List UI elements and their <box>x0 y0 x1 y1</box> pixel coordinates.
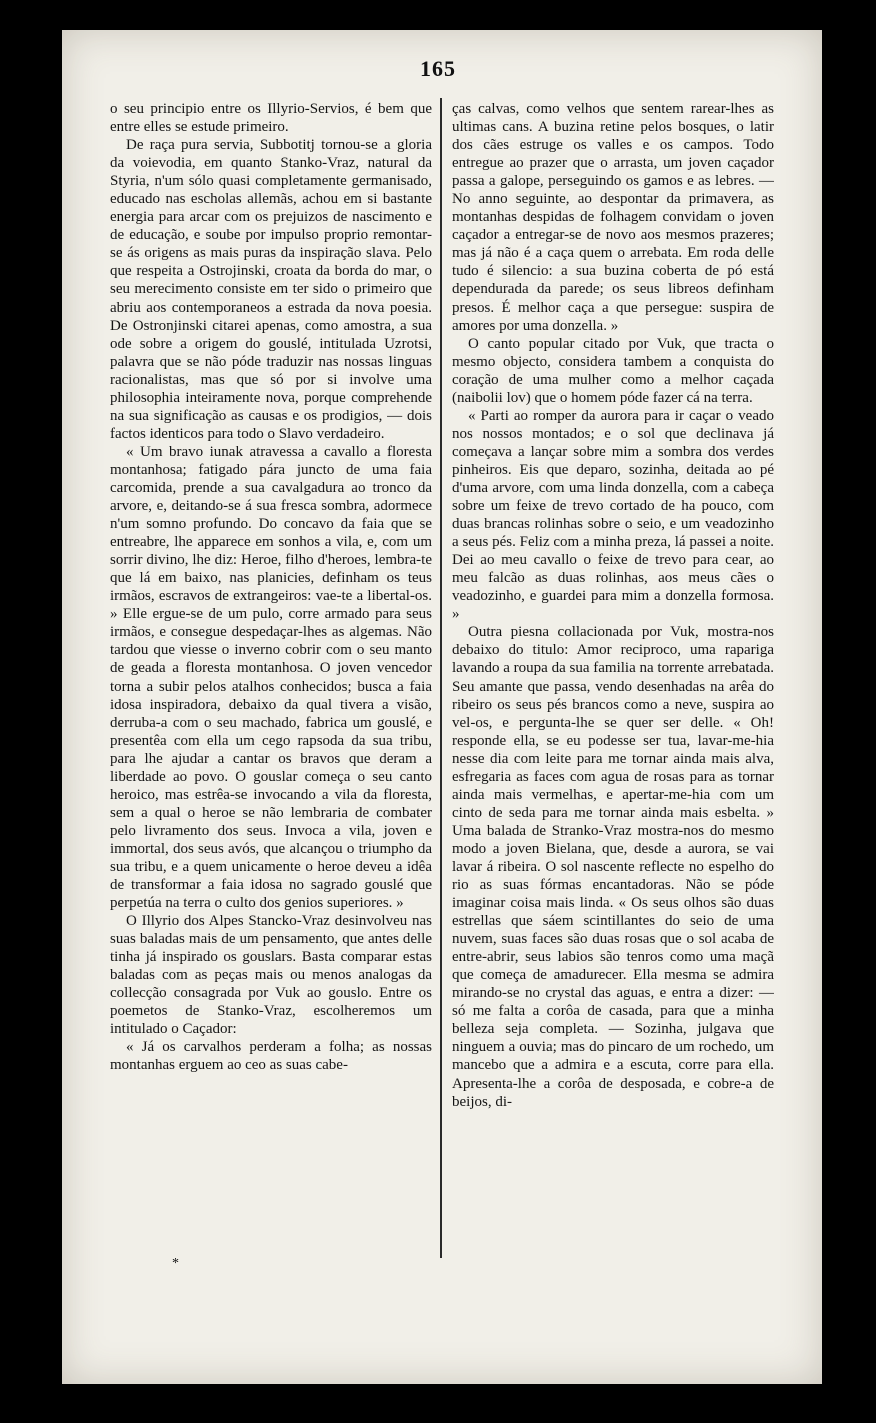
paragraph: o seu principio entre os Illyrio-Servios, é bem que entre elles se estude primeiro. <box>110 101 432 136</box>
paragraph: O canto popular citado por Vuk, que tracta o mesmo objecto, considera tambem a conquista do coração de uma mulher como a melhor caçada (naibolii lov) que o homem póde fazer cá na terra. <box>452 335 774 406</box>
left-column <box>110 100 432 1260</box>
page-number: 165 <box>420 56 456 81</box>
paragraph: De raça pura servia, Subbotitj tornou-se a gloria da voievodia, em quanto Stanko-Vraz, natural da Styria, n'um sólo quasi completamente germanisado, educado nas escholas allemãs, achou em si bastante energia para arcar com os prejuizos de nascimento e de educação, e soube por impulso proprio remontar-se ás origens as mais puras da inspiração slava. Pelo que respeita a Ostrojinski, croata da borda do mar, o seu merecimento consiste em ter sido o primeiro que abriu aos contemporaneos a estrada da nova poesia. De Ostronjinski citarei apenas, como amostra, a sua ode sobre a origem do gouslé, intitulada Uzrotsi, palavra que se não póde traduzir nas nossas linguas racionalistas, mas que só por si involve uma philosophia inteiramente nova, porque comprehende na sua significação as causas e os prodigios, — dois factos identicos para todo o Slavo verdadeiro. <box>110 137 432 442</box>
footer-asterisk: * <box>172 1256 179 1271</box>
paragraph: Outra piesna collacionada por Vuk, mostra-nos debaixo do titulo: Amor reciproco, uma rapariga lavando a roupa da sua familia na torrente arrebatada. Seu amante que passa, vendo desenhadas na arêa do ribeiro os seus pés brancos como a neve, suspira ao vel-os, e pergunta-lhe se quer ser delle. « Oh! responde ella, se eu podesse ser tua, lavar-me-hia nesse dia com leite para me tornar ainda mais alva, esfregaria as faces com agua de rosas para as tornar ainda mais vermelhas, e apertar-me-hia com um cinto de seda para me tornar ainda mais esbelta. » Uma balada de Stranko-Vraz mostra-nos do mesmo modo a joven Bielana, que, desde a aurora, se vai lavar á ribeira. O sol nascente reflecte no espelho do rio as suas fórmas encantadoras. Não se póde imaginar coisa mais linda. « Os seus olhos são duas estrellas que sáem scintillantes do seio de uma nuvem, suas faces são duas rosas que o sol acaba de entre-abrir, seus labios são tenros como uma maçã que começa de amadurecer. Ella mesma se admira mirando-se no crystal das aguas, e entra a dizer: — só me falta a corôa de casada, para que a minha belleza seja completa. — Sozinha, julgava que ninguem a ouvia; mas do pincaro de um rochedo, um mancebo que a admira e a escuta, corre para ella. Apresenta-lhe a corôa de desposada, e cobre-a de beijos, di- <box>452 624 774 1110</box>
paragraph: ças calvas, como velhos que sentem rarear-lhes as ultimas cans. A buzina retine pelos bosques, o latir dos cães estruge os valles e os campos. Todo entregue ao prazer que o arrasta, um joven caçador passa a galope, perseguindo os gamos e as lebres. — No anno seguinte, ao despontar da primavera, as montanhas despidas de folhagem convidam o joven caçador a entregar-se de novo aos mesmos prazeres; mas já não é a caça quem o arrebata. Em roda delle tudo é silencio: a sua buzina coberta de pó está dependurada da parede; os seus libreos definham presos. É melhor caça a que persegue: suspira de amores por uma donzella. » <box>452 101 774 334</box>
paragraph: O Illyrio dos Alpes Stancko-Vraz desinvolveu nas suas baladas mais de um pensamento, que antes delle tinha já inspirado os gouslars. Basta comparar estas baladas com as peças mais ou menos analogas da collecção consagrada por Vuk ao gouslo. Entre os poemetos de Stanko-Vraz, escolheremos um intitulado o Caçador: <box>110 913 432 1038</box>
paragraph: « Parti ao romper da aurora para ir caçar o veado nos nossos montados; e o sol que declinava já começava a lançar sobre mim a sombra dos verdes pinheiros. Eis que deparo, sozinha, deitada ao pé d'uma arvore, com uma linda donzella, com a cabeça sobre um feixe de trevo cortado de ha pouco, com duas brancas rolinhas sobre o seio, e um veadozinho a seus pés. Feliz com a minha preza, lá passei a noite. Dei ao meu cavallo o feixe de trevo para cear, ao meu falcão as duas rolinhas, aos meus cães o veadozinho, e guardei para mim a donzella formosa. » <box>452 407 774 623</box>
paragraph: « Um bravo iunak atravessa a cavallo a floresta montanhosa; fatigado pára juncto de uma faia carcomida, prende a sua cavalgadura ao tronco da arvore, e, deitando-se á sua fresca sombra, adormece n'um somno profundo. Do concavo da faia que se entreabre, lhe apparece em sonhos a vila, e, com um sorrir divino, lhe diz: Heroe, filho d'heroes, lembra-te que lá em baixo, nas planicies, definham os teus irmãos, escravos de extrangeiros: vae-te a libertal-os. » Elle ergue-se de um pulo, corre armado para seus irmãos, e consegue despedaçar-lhes as algemas. Não tardou que viesse o inverno cobrir com o seu manto de geada a floresta montanhosa. O joven vencedor torna a subir pelos atalhos conhecidos; busca a faia idosa inspiradora, debaixo da qual tivera a visão, derruba-a com o seu machado, fabrica um gouslé, e presentêa com ella um cego rapsoda da sua tribu, para lhe ajudar a cantar os bravos que deram a liberdade ao povo. O gouslar começa o seu canto heroico, mas estrêa-se invocando a vila da floresta, sem a qual o heroe se não lembraria de combater pelo livramento dos seus. Invoca a vila, joven e immortal, dos seus avós, que alcançou o triumpho da sua tribu, e a quem unicamente o heroe deveu a idêa de transformar a faia idosa no sagrado gouslé que perpetúa na terra o culto dos genios superiores. » <box>110 443 432 912</box>
right-column <box>452 100 774 1260</box>
column-divider <box>440 98 442 1258</box>
paragraph: « Já os carvalhos perderam a folha; as nossas montanhas erguem ao ceo as suas cabe- <box>110 1039 432 1074</box>
